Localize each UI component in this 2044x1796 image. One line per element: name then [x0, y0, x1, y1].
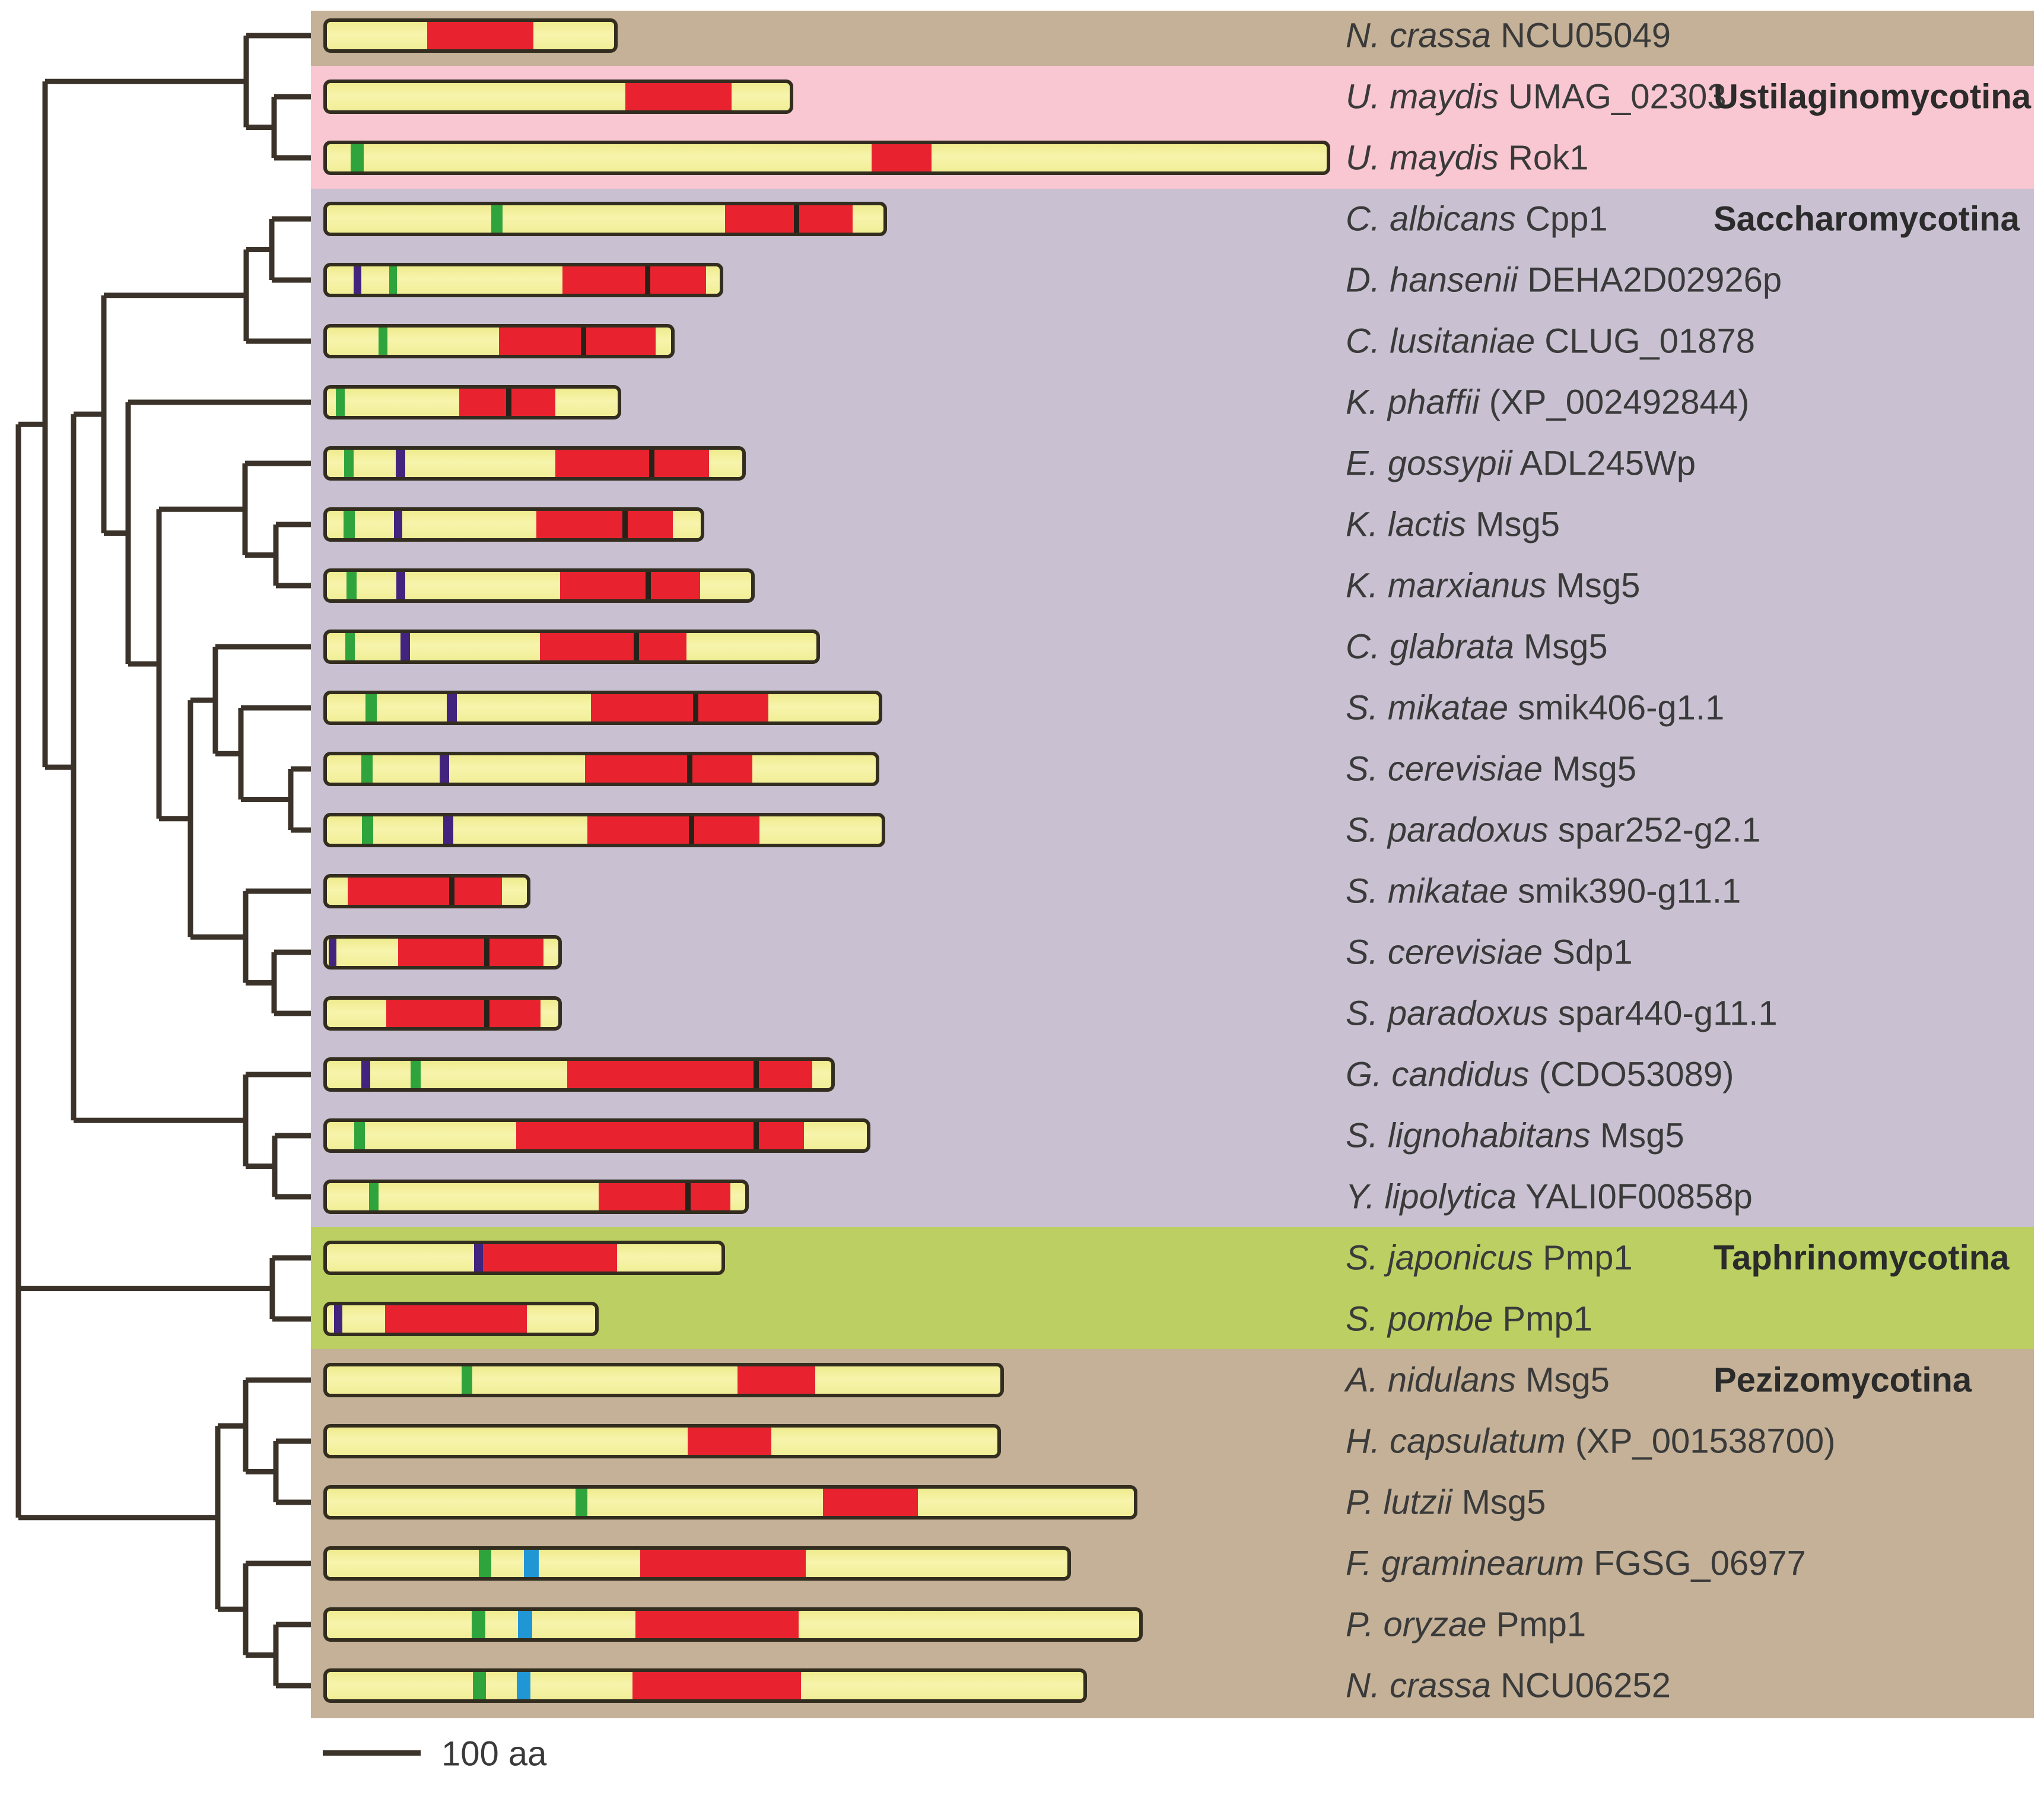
protein-id: Msg5: [1466, 505, 1560, 544]
protein-id: Pmp1: [1486, 1605, 1587, 1644]
protein-bar: [323, 1424, 1001, 1458]
protein-bar: [323, 935, 562, 969]
row-label: [1346, 444, 1696, 484]
domain-red: [499, 328, 656, 355]
domain-red: [427, 22, 533, 49]
domain-purple: [354, 266, 361, 294]
protein-bar: [323, 1302, 599, 1336]
species-name: S. pombe: [1346, 1299, 1493, 1339]
row-label: [1346, 1483, 1546, 1522]
species-name: A. nidulans: [1346, 1360, 1516, 1400]
domain-green: [576, 1489, 587, 1516]
domain-divider: [484, 1000, 489, 1027]
domain-divider: [581, 328, 586, 355]
protein-id: Pmp1: [1533, 1238, 1633, 1277]
row-label: [1346, 1055, 1734, 1095]
species-name: P. lutzii: [1346, 1483, 1452, 1522]
protein-id: YALI0F00858p: [1517, 1177, 1753, 1216]
protein-bar: [323, 324, 675, 358]
domain-green: [411, 1061, 421, 1088]
row-label: [1346, 1238, 1633, 1278]
domain-purple: [334, 1305, 342, 1333]
protein-bar: [323, 630, 820, 664]
group-label-ustilaginomycotina: Ustilaginomycotina: [1714, 77, 2031, 116]
row-label: [1346, 505, 1560, 545]
domain-green: [351, 144, 364, 171]
domain-divider: [687, 755, 692, 783]
domain-green: [379, 328, 387, 355]
domain-divider: [794, 205, 799, 233]
domain-red: [398, 939, 543, 966]
row-label: [1346, 688, 1724, 728]
domain-blue: [524, 1550, 539, 1577]
protein-bar: [323, 18, 618, 53]
domain-red: [536, 511, 673, 538]
row-label: [1346, 383, 1749, 422]
species-name: K. lactis: [1346, 505, 1467, 544]
species-name: N. crassa: [1346, 1666, 1491, 1705]
protein-id: Msg5: [1452, 1483, 1546, 1522]
domain-green: [473, 1672, 486, 1699]
species-name: U. maydis: [1346, 77, 1499, 116]
domain-purple: [361, 1061, 370, 1088]
protein-bar: [323, 1485, 1137, 1520]
protein-bar: [323, 385, 621, 419]
species-name: P. oryzae: [1346, 1605, 1487, 1644]
domain-red: [640, 1550, 806, 1577]
protein-bar: [323, 141, 1330, 175]
domain-red: [635, 1611, 799, 1638]
domain-green: [491, 205, 503, 233]
species-name: S. japonicus: [1346, 1238, 1533, 1277]
species-name: K. phaffii: [1346, 383, 1480, 422]
domain-blue: [518, 1611, 533, 1638]
row-label: [1346, 810, 1761, 850]
row-label: [1346, 1544, 1806, 1584]
protein-id: ADL245Wp: [1512, 444, 1696, 483]
domain-purple: [400, 633, 411, 660]
domain-purple: [447, 694, 457, 721]
domain-red: [567, 1061, 812, 1088]
domain-purple: [396, 450, 405, 477]
protein-bar: [323, 1180, 749, 1214]
domain-green: [344, 511, 355, 538]
domain-divider: [685, 1183, 691, 1210]
domain-purple: [329, 939, 336, 966]
domain-red: [386, 1000, 541, 1027]
species-name: F. graminearum: [1346, 1544, 1584, 1583]
domain-green: [336, 389, 345, 416]
domain-divider: [449, 878, 454, 905]
protein-bar: [323, 813, 885, 847]
protein-id: NCU05049: [1490, 16, 1671, 55]
row-label: [1346, 566, 1640, 606]
protein-bar: [323, 752, 879, 786]
species-name: C. glabrata: [1346, 627, 1514, 666]
protein-bar: [323, 691, 882, 725]
domain-red: [555, 450, 709, 477]
species-name: S. cerevisiae: [1346, 749, 1543, 789]
domain-divider: [754, 1122, 759, 1149]
domain-red: [872, 144, 932, 171]
row-label: [1346, 994, 1778, 1034]
row-label: [1346, 1666, 1671, 1706]
protein-id: spar440-g11.1: [1548, 994, 1778, 1033]
species-name: G. candidus: [1346, 1055, 1530, 1094]
domain-red: [599, 1183, 730, 1210]
protein-id: Msg5: [1590, 1116, 1684, 1155]
row-label: [1346, 260, 1782, 300]
row-label: [1346, 627, 1608, 667]
species-name: S. mikatae: [1346, 872, 1508, 911]
domain-red: [348, 878, 502, 905]
scale-bar-label: 100 aa: [441, 1734, 547, 1773]
species-name: N. crassa: [1346, 16, 1491, 55]
species-name: D. hansenii: [1346, 260, 1518, 300]
protein-bar: [323, 1546, 1071, 1581]
domain-green: [462, 1366, 472, 1394]
domain-divider: [689, 816, 694, 844]
protein-id: Msg5: [1515, 1360, 1610, 1400]
row-label: [1346, 933, 1633, 972]
protein-id: Cpp1: [1515, 199, 1608, 239]
protein-bar: [323, 1057, 835, 1092]
protein-id: (XP_001538700): [1565, 1422, 1836, 1461]
species-name: Y. lipolytica: [1346, 1177, 1517, 1216]
protein-bar: [323, 263, 723, 297]
domain-red: [585, 755, 752, 783]
row-label: [1346, 1422, 1835, 1461]
protein-id: Msg5: [1514, 627, 1608, 666]
domain-green: [365, 694, 377, 721]
domain-blue: [517, 1672, 530, 1699]
domain-divider: [622, 511, 628, 538]
domain-purple: [396, 572, 406, 599]
row-label: [1346, 749, 1636, 789]
domain-red: [688, 1428, 771, 1455]
domain-green: [479, 1550, 491, 1577]
species-name: K. marxianus: [1346, 566, 1547, 605]
domain-purple: [443, 816, 453, 844]
domain-red: [823, 1489, 917, 1516]
protein-bar: [323, 1118, 870, 1153]
domain-red: [632, 1672, 801, 1699]
domain-purple: [474, 1244, 483, 1271]
protein-bar: [323, 202, 887, 236]
scale-bar-line: [323, 1750, 421, 1756]
protein-bar: [323, 1363, 1004, 1397]
protein-id: Msg5: [1543, 749, 1636, 789]
domain-divider: [506, 389, 511, 416]
protein-id: smik390-g11.1: [1508, 872, 1741, 911]
domain-red: [483, 1244, 617, 1271]
row-label: [1346, 872, 1741, 911]
domain-red: [625, 83, 732, 110]
row-label: [1346, 1605, 1586, 1645]
domain-green: [361, 755, 373, 783]
domain-divider: [693, 694, 698, 721]
group-label-pezizomycotina: Pezizomycotina: [1714, 1360, 1972, 1400]
domain-green: [472, 1611, 485, 1638]
row-label: [1346, 322, 1755, 361]
row-label: [1346, 138, 1588, 178]
protein-id: UMAG_02303: [1498, 77, 1727, 116]
domain-green: [345, 633, 355, 660]
row-label: [1346, 1177, 1753, 1217]
protein-id: spar252-g2.1: [1548, 810, 1761, 850]
protein-bar: [323, 1607, 1143, 1642]
domain-red: [562, 266, 706, 294]
protein-bar: [323, 507, 704, 542]
protein-bar: [323, 1241, 725, 1275]
species-name: E. gossypii: [1346, 444, 1512, 483]
domain-green: [389, 266, 397, 294]
protein-id: Rok1: [1498, 138, 1589, 177]
species-name: C. lusitaniae: [1346, 322, 1536, 361]
domain-green: [344, 450, 354, 477]
domain-purple: [440, 755, 450, 783]
species-name: H. capsulatum: [1346, 1422, 1566, 1461]
row-label: [1346, 1360, 1610, 1400]
species-name: S. cerevisiae: [1346, 933, 1543, 972]
domain-red: [560, 572, 700, 599]
protein-bar: [323, 568, 755, 603]
species-name: C. albicans: [1346, 199, 1516, 239]
protein-bar: [323, 996, 562, 1031]
protein-bar: [323, 874, 530, 908]
domain-divider: [754, 1061, 759, 1088]
domain-green: [354, 1122, 365, 1149]
row-label: [1346, 1116, 1684, 1156]
protein-id: Msg5: [1546, 566, 1641, 605]
protein-id: CLUG_01878: [1535, 322, 1755, 361]
protein-id: (CDO53089): [1529, 1055, 1734, 1094]
row-label: [1346, 1299, 1592, 1339]
species-name: S. paradoxus: [1346, 810, 1549, 850]
domain-green: [347, 572, 357, 599]
group-label-saccharomycotina: Saccharomycotina: [1714, 199, 2020, 239]
protein-id: Pmp1: [1493, 1299, 1592, 1339]
domain-divider: [649, 450, 654, 477]
row-label: [1346, 16, 1671, 56]
domain-purple: [394, 511, 402, 538]
domain-red: [725, 205, 853, 233]
protein-bar: [323, 80, 793, 114]
protein-id: Sdp1: [1543, 933, 1633, 972]
domain-green: [362, 816, 373, 844]
row-label: [1346, 199, 1608, 239]
domain-red: [587, 816, 759, 844]
species-name: S. mikatae: [1346, 688, 1508, 727]
protein-bar: [323, 446, 746, 481]
protein-id: NCU06252: [1490, 1666, 1671, 1705]
domain-green: [369, 1183, 379, 1210]
protein-id: DEHA2D02926p: [1518, 260, 1782, 300]
domain-red: [385, 1305, 527, 1333]
domain-red: [738, 1366, 815, 1394]
species-name: S. paradoxus: [1346, 994, 1549, 1033]
domain-divider: [646, 572, 651, 599]
protein-id: smik406-g1.1: [1508, 688, 1725, 727]
group-label-taphrinomycotina: Taphrinomycotina: [1714, 1238, 2010, 1277]
protein-id: (XP_002492844): [1479, 383, 1750, 422]
row-label: [1346, 77, 1726, 117]
domain-divider: [634, 633, 639, 660]
species-name: U. maydis: [1346, 138, 1499, 177]
domain-divider: [645, 266, 650, 294]
protein-id: FGSG_06977: [1584, 1544, 1806, 1583]
species-name: S. lignohabitans: [1346, 1116, 1591, 1155]
domain-red: [516, 1122, 804, 1149]
domain-red: [540, 633, 687, 660]
domain-red: [591, 694, 768, 721]
protein-bar: [323, 1668, 1087, 1703]
domain-divider: [484, 939, 489, 966]
